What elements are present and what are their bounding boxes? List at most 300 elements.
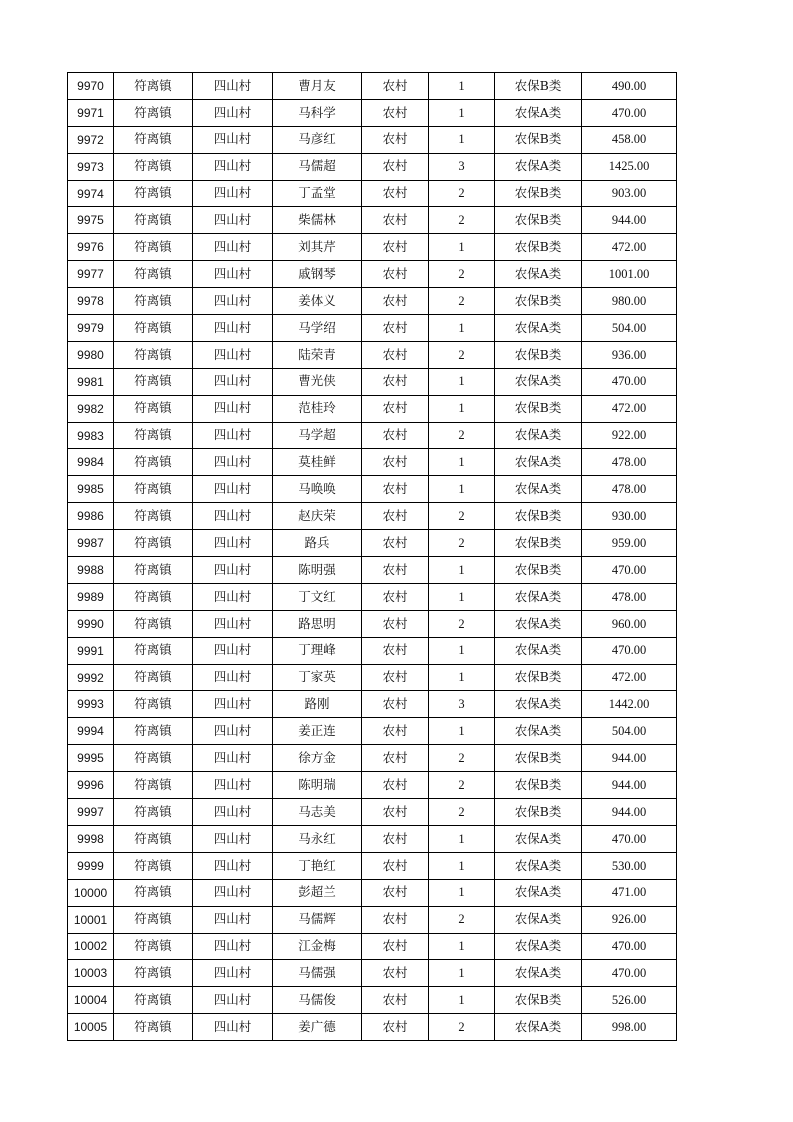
household-type-cell: 农村 [362,449,429,476]
insurance-class-cell: 农保A类 [495,610,582,637]
insurance-class-cell: 农保A类 [495,718,582,745]
insurance-class-cell: 农保A类 [495,476,582,503]
household-size-cell: 2 [429,207,495,234]
record-id-cell: 9983 [68,422,114,449]
household-size-cell: 1 [429,315,495,342]
insurance-class-cell: 农保A类 [495,825,582,852]
household-type-cell: 农村 [362,906,429,933]
amount-cell: 530.00 [582,852,677,879]
household-type-cell: 农村 [362,422,429,449]
record-id-cell: 9999 [68,852,114,879]
household-size-cell: 1 [429,933,495,960]
household-type-cell: 农村 [362,557,429,584]
town-cell: 符离镇 [114,583,193,610]
household-type-cell: 农村 [362,852,429,879]
household-size-cell: 1 [429,987,495,1014]
town-cell: 符离镇 [114,315,193,342]
insurance-class-cell: 农保B类 [495,341,582,368]
amount-cell: 1425.00 [582,153,677,180]
name-cell: 姜正连 [273,718,362,745]
amount-cell: 478.00 [582,476,677,503]
household-size-cell: 2 [429,1014,495,1041]
table-row [68,261,677,288]
household-size-cell: 2 [429,906,495,933]
amount-cell: 903.00 [582,180,677,207]
name-cell: 赵庆荣 [273,503,362,530]
name-cell: 姜体义 [273,288,362,315]
insurance-class-cell: 农保B类 [495,503,582,530]
town-cell: 符离镇 [114,503,193,530]
village-cell: 四山村 [193,449,273,476]
insurance-class-cell: 农保A类 [495,153,582,180]
amount-cell: 1001.00 [582,261,677,288]
household-size-cell: 2 [429,610,495,637]
household-size-cell: 2 [429,341,495,368]
name-cell: 丁理峰 [273,637,362,664]
town-cell: 符离镇 [114,718,193,745]
household-type-cell: 农村 [362,395,429,422]
table-row [68,153,677,180]
insurance-class-cell: 农保A类 [495,368,582,395]
amount-cell: 472.00 [582,664,677,691]
village-cell: 四山村 [193,583,273,610]
record-id-cell: 9972 [68,126,114,153]
household-type-cell: 农村 [362,583,429,610]
insurance-class-cell: 农保A类 [495,261,582,288]
table-row [68,368,677,395]
record-id-cell: 9989 [68,583,114,610]
amount-cell: 930.00 [582,503,677,530]
name-cell: 莫桂鲜 [273,449,362,476]
table-row [68,799,677,826]
village-cell: 四山村 [193,126,273,153]
name-cell: 马学绍 [273,315,362,342]
table-row [68,637,677,664]
name-cell: 曹光侠 [273,368,362,395]
table-row [68,906,677,933]
amount-cell: 959.00 [582,530,677,557]
household-type-cell: 农村 [362,315,429,342]
name-cell: 曹月友 [273,73,362,100]
village-cell: 四山村 [193,315,273,342]
village-cell: 四山村 [193,207,273,234]
town-cell: 符离镇 [114,368,193,395]
insurance-class-cell: 农保A类 [495,449,582,476]
amount-cell: 471.00 [582,879,677,906]
insurance-class-cell: 农保B类 [495,557,582,584]
name-cell: 马学超 [273,422,362,449]
household-type-cell: 农村 [362,126,429,153]
name-cell: 路兵 [273,530,362,557]
record-id-cell: 9993 [68,691,114,718]
household-size-cell: 1 [429,960,495,987]
household-size-cell: 3 [429,153,495,180]
data-table [67,72,677,1041]
village-cell: 四山村 [193,610,273,637]
village-cell: 四山村 [193,799,273,826]
town-cell: 符离镇 [114,395,193,422]
household-size-cell: 3 [429,691,495,718]
amount-cell: 472.00 [582,395,677,422]
table-row [68,879,677,906]
table-row [68,126,677,153]
amount-cell: 470.00 [582,637,677,664]
amount-cell: 478.00 [582,583,677,610]
insurance-class-cell: 农保A类 [495,1014,582,1041]
household-size-cell: 1 [429,718,495,745]
village-cell: 四山村 [193,422,273,449]
household-size-cell: 2 [429,261,495,288]
village-cell: 四山村 [193,341,273,368]
village-cell: 四山村 [193,691,273,718]
village-cell: 四山村 [193,503,273,530]
household-size-cell: 1 [429,476,495,503]
name-cell: 丁家英 [273,664,362,691]
amount-cell: 470.00 [582,368,677,395]
table-row [68,234,677,261]
record-id-cell: 9987 [68,530,114,557]
record-id-cell: 9992 [68,664,114,691]
name-cell: 路思明 [273,610,362,637]
record-id-cell: 10004 [68,987,114,1014]
insurance-class-cell: 农保A类 [495,422,582,449]
insurance-class-cell: 农保B类 [495,799,582,826]
table-row [68,691,677,718]
table-row [68,583,677,610]
record-id-cell: 9977 [68,261,114,288]
amount-cell: 478.00 [582,449,677,476]
village-cell: 四山村 [193,745,273,772]
household-type-cell: 农村 [362,368,429,395]
amount-cell: 470.00 [582,960,677,987]
town-cell: 符离镇 [114,261,193,288]
name-cell: 马儒俊 [273,987,362,1014]
town-cell: 符离镇 [114,610,193,637]
village-cell: 四山村 [193,1014,273,1041]
record-id-cell: 10002 [68,933,114,960]
amount-cell: 526.00 [582,987,677,1014]
record-id-cell: 9971 [68,99,114,126]
household-type-cell: 农村 [362,261,429,288]
name-cell: 范桂玲 [273,395,362,422]
table-row [68,315,677,342]
amount-cell: 998.00 [582,1014,677,1041]
household-type-cell: 农村 [362,879,429,906]
household-size-cell: 1 [429,557,495,584]
household-size-cell: 2 [429,530,495,557]
amount-cell: 470.00 [582,825,677,852]
town-cell: 符离镇 [114,288,193,315]
amount-cell: 922.00 [582,422,677,449]
record-id-cell: 9990 [68,610,114,637]
household-type-cell: 农村 [362,637,429,664]
household-size-cell: 2 [429,180,495,207]
insurance-class-cell: 农保A类 [495,906,582,933]
amount-cell: 926.00 [582,906,677,933]
amount-cell: 944.00 [582,745,677,772]
household-type-cell: 农村 [362,73,429,100]
table-row [68,530,677,557]
record-id-cell: 9995 [68,745,114,772]
table-row [68,987,677,1014]
village-cell: 四山村 [193,906,273,933]
household-type-cell: 农村 [362,933,429,960]
village-cell: 四山村 [193,637,273,664]
household-type-cell: 农村 [362,99,429,126]
insurance-class-cell: 农保B类 [495,207,582,234]
amount-cell: 470.00 [582,99,677,126]
table-row [68,341,677,368]
amount-cell: 936.00 [582,341,677,368]
record-id-cell: 10000 [68,879,114,906]
name-cell: 戚钢琴 [273,261,362,288]
town-cell: 符离镇 [114,126,193,153]
amount-cell: 470.00 [582,557,677,584]
record-id-cell: 9980 [68,341,114,368]
insurance-class-cell: 农保A类 [495,637,582,664]
household-type-cell: 农村 [362,799,429,826]
record-id-cell: 9975 [68,207,114,234]
town-cell: 符离镇 [114,637,193,664]
town-cell: 符离镇 [114,449,193,476]
name-cell: 陈明强 [273,557,362,584]
household-type-cell: 农村 [362,772,429,799]
household-type-cell: 农村 [362,664,429,691]
household-size-cell: 2 [429,745,495,772]
insurance-class-cell: 农保A类 [495,879,582,906]
amount-cell: 944.00 [582,207,677,234]
village-cell: 四山村 [193,772,273,799]
insurance-class-cell: 农保B类 [495,126,582,153]
town-cell: 符离镇 [114,745,193,772]
insurance-class-cell: 农保B类 [495,288,582,315]
amount-cell: 490.00 [582,73,677,100]
village-cell: 四山村 [193,73,273,100]
table-row [68,772,677,799]
record-id-cell: 9991 [68,637,114,664]
name-cell: 马志美 [273,799,362,826]
record-id-cell: 9998 [68,825,114,852]
household-size-cell: 1 [429,126,495,153]
record-id-cell: 9984 [68,449,114,476]
household-size-cell: 1 [429,852,495,879]
household-type-cell: 农村 [362,987,429,1014]
town-cell: 符离镇 [114,341,193,368]
name-cell: 彭超兰 [273,879,362,906]
town-cell: 符离镇 [114,73,193,100]
insurance-class-cell: 农保B类 [495,745,582,772]
table-row [68,557,677,584]
name-cell: 柴儒林 [273,207,362,234]
amount-cell: 458.00 [582,126,677,153]
household-type-cell: 农村 [362,288,429,315]
town-cell: 符离镇 [114,207,193,234]
record-id-cell: 9970 [68,73,114,100]
town-cell: 符离镇 [114,476,193,503]
household-type-cell: 农村 [362,960,429,987]
village-cell: 四山村 [193,234,273,261]
village-cell: 四山村 [193,987,273,1014]
name-cell: 江金梅 [273,933,362,960]
record-id-cell: 9986 [68,503,114,530]
table-row [68,718,677,745]
record-id-cell: 9973 [68,153,114,180]
household-type-cell: 农村 [362,825,429,852]
table-body [68,73,677,1041]
household-size-cell: 1 [429,583,495,610]
amount-cell: 504.00 [582,718,677,745]
insurance-class-cell: 农保A类 [495,933,582,960]
name-cell: 马科学 [273,99,362,126]
table-row [68,99,677,126]
record-id-cell: 9988 [68,557,114,584]
town-cell: 符离镇 [114,691,193,718]
name-cell: 徐方金 [273,745,362,772]
insurance-class-cell: 农保B类 [495,664,582,691]
record-id-cell: 9994 [68,718,114,745]
insurance-class-cell: 农保B类 [495,987,582,1014]
household-size-cell: 1 [429,664,495,691]
record-id-cell: 9979 [68,315,114,342]
amount-cell: 944.00 [582,799,677,826]
amount-cell: 944.00 [582,772,677,799]
record-id-cell: 10005 [68,1014,114,1041]
name-cell: 丁孟堂 [273,180,362,207]
record-id-cell: 9978 [68,288,114,315]
table-row [68,1014,677,1041]
village-cell: 四山村 [193,395,273,422]
village-cell: 四山村 [193,825,273,852]
town-cell: 符离镇 [114,933,193,960]
household-type-cell: 农村 [362,691,429,718]
amount-cell: 470.00 [582,933,677,960]
table-row [68,395,677,422]
name-cell: 马永红 [273,825,362,852]
table-row [68,180,677,207]
name-cell: 陈明瑞 [273,772,362,799]
name-cell: 刘其芹 [273,234,362,261]
table-row [68,503,677,530]
household-type-cell: 农村 [362,234,429,261]
name-cell: 丁艳红 [273,852,362,879]
town-cell: 符离镇 [114,664,193,691]
record-id-cell: 10003 [68,960,114,987]
insurance-class-cell: 农保B类 [495,395,582,422]
village-cell: 四山村 [193,718,273,745]
town-cell: 符离镇 [114,1014,193,1041]
household-type-cell: 农村 [362,1014,429,1041]
table-row [68,207,677,234]
village-cell: 四山村 [193,261,273,288]
insurance-class-cell: 农保A类 [495,691,582,718]
village-cell: 四山村 [193,852,273,879]
amount-cell: 1442.00 [582,691,677,718]
household-size-cell: 1 [429,234,495,261]
village-cell: 四山村 [193,476,273,503]
insurance-class-cell: 农保A类 [495,960,582,987]
household-size-cell: 1 [429,637,495,664]
record-id-cell: 9981 [68,368,114,395]
insurance-class-cell: 农保B类 [495,234,582,261]
household-type-cell: 农村 [362,207,429,234]
town-cell: 符离镇 [114,906,193,933]
household-type-cell: 农村 [362,476,429,503]
town-cell: 符离镇 [114,825,193,852]
village-cell: 四山村 [193,664,273,691]
record-id-cell: 9996 [68,772,114,799]
town-cell: 符离镇 [114,772,193,799]
household-type-cell: 农村 [362,153,429,180]
household-size-cell: 2 [429,422,495,449]
insurance-class-cell: 农保A类 [495,99,582,126]
household-type-cell: 农村 [362,530,429,557]
name-cell: 马儒辉 [273,906,362,933]
household-size-cell: 2 [429,799,495,826]
insurance-class-cell: 农保B类 [495,180,582,207]
insurance-class-cell: 农保B类 [495,530,582,557]
record-id-cell: 9997 [68,799,114,826]
insurance-class-cell: 农保B类 [495,772,582,799]
household-type-cell: 农村 [362,610,429,637]
household-type-cell: 农村 [362,718,429,745]
village-cell: 四山村 [193,368,273,395]
household-size-cell: 1 [429,368,495,395]
name-cell: 马彦红 [273,126,362,153]
table-row [68,288,677,315]
town-cell: 符离镇 [114,879,193,906]
amount-cell: 472.00 [582,234,677,261]
household-type-cell: 农村 [362,503,429,530]
name-cell: 路刚 [273,691,362,718]
household-type-cell: 农村 [362,180,429,207]
record-id-cell: 9976 [68,234,114,261]
name-cell: 陆荣青 [273,341,362,368]
village-cell: 四山村 [193,288,273,315]
insurance-class-cell: 农保A类 [495,583,582,610]
town-cell: 符离镇 [114,799,193,826]
town-cell: 符离镇 [114,234,193,261]
town-cell: 符离镇 [114,153,193,180]
town-cell: 符离镇 [114,530,193,557]
table-row [68,610,677,637]
village-cell: 四山村 [193,180,273,207]
town-cell: 符离镇 [114,852,193,879]
name-cell: 姜广德 [273,1014,362,1041]
table-row [68,960,677,987]
table-row [68,825,677,852]
name-cell: 马唤唤 [273,476,362,503]
town-cell: 符离镇 [114,557,193,584]
record-id-cell: 9974 [68,180,114,207]
amount-cell: 980.00 [582,288,677,315]
record-id-cell: 9982 [68,395,114,422]
town-cell: 符离镇 [114,180,193,207]
insurance-class-cell: 农保A类 [495,315,582,342]
table-row [68,449,677,476]
household-size-cell: 1 [429,395,495,422]
table-row [68,476,677,503]
table-row [68,852,677,879]
record-id-cell: 10001 [68,906,114,933]
village-cell: 四山村 [193,530,273,557]
town-cell: 符离镇 [114,422,193,449]
village-cell: 四山村 [193,879,273,906]
town-cell: 符离镇 [114,960,193,987]
table-row [68,664,677,691]
village-cell: 四山村 [193,933,273,960]
village-cell: 四山村 [193,99,273,126]
household-size-cell: 1 [429,449,495,476]
